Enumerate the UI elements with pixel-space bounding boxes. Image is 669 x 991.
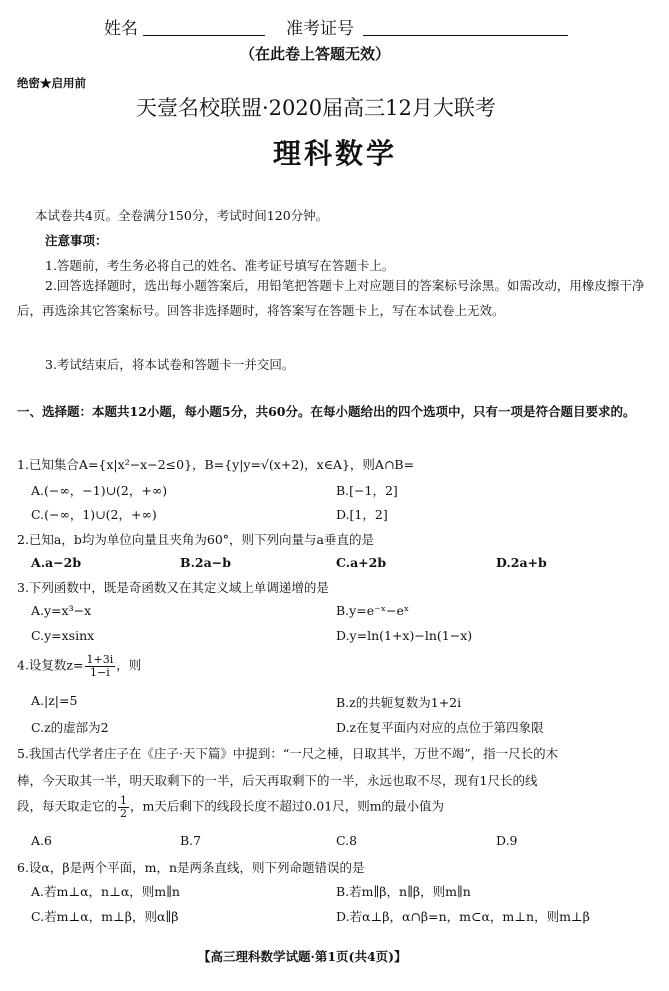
note-item: 2.回答选择题时，选出每小题答案后，用铅笔把答题卡上对应题目的答案标号涂黑。如需改动，用橡皮擦干净后，再选涂其它答案标号。回答非选择题时，将答案写在答题卡上，写在本试卷上无效。 [17, 278, 645, 318]
option-c: C.y=xsinx [31, 628, 95, 643]
note-item: 3.考试结束后，将本试卷和答题卡一并交回。 [45, 357, 295, 372]
option-a: A.y=x³−x [31, 603, 92, 618]
option-d: D.[1，2] [336, 507, 388, 522]
option-a: A.|z|=5 [31, 693, 78, 708]
option-c: C.a+2b [336, 555, 387, 570]
page-footer: 【高三理科数学试题·第1页(共4页)】 [198, 949, 407, 964]
option-b: B.z的共轭复数为1+2i [336, 695, 462, 710]
exam-number-field-line [363, 35, 568, 36]
question-stem: 1.已知集合A={x|x²−x−2≤0}，B={y|y=√(x+2)，x∈A}，则A∩B= [17, 457, 415, 472]
option-c: C.8 [336, 833, 358, 848]
option-d: D.y=ln(1+x)−ln(1−x) [336, 628, 473, 643]
option-d: D.2a+b [496, 555, 547, 570]
section-heading: 一、选择题：本题共12小题，每小题5分，共60分。在每小题给出的四个选项中，只有一项是符合题目要求的。 [17, 404, 636, 419]
exam-number-label: 准考证号 [286, 19, 354, 39]
notes-heading: 注意事项： [45, 233, 108, 248]
exam-title: 天壹名校联盟·2020届高三12月大联考 [136, 96, 496, 120]
question-stem-suffix: ，则 [116, 657, 142, 673]
option-a: A.若m⊥α，n⊥α，则m∥n [31, 884, 180, 899]
option-b: B.[−1，2] [336, 483, 398, 498]
option-c: C.若m⊥α，m⊥β，则α∥β [31, 909, 179, 924]
question-stem [17, 654, 141, 678]
invalid-notice: （在此卷上答题无效） [240, 45, 391, 63]
name-field-line [143, 35, 265, 36]
fraction-numerator: 1 [120, 794, 128, 807]
option-d: D.9 [496, 833, 518, 848]
option-d: D.若α⊥β，α∩β=n，m⊂α，m⊥n，则m⊥β [336, 909, 590, 924]
question-stem-line: 5.我国古代学者庄子在《庄子·天下篇》中提到：“一尺之棰，日取其半，万世不竭”，指一尺长的木 [17, 746, 559, 761]
question-stem: 6.设α，β是两个平面，m，n是两条直线，则下列命题错误的是 [17, 860, 365, 875]
option-b: B.若m∥β，n∥β，则m∥n [336, 884, 471, 899]
question-stem-line: 棒，今天取其一半，明天取剩下的一半，后天再取剩下的一半，永远也取不尽，现有1尺长的线 [17, 773, 538, 788]
option-b: B.2a−b [180, 555, 231, 570]
fraction-numerator: 1+3i [86, 653, 114, 666]
question-stem-prefix: 4.设复数z= [17, 657, 84, 673]
question-stem: 2.已知a，b均为单位向量且夹角为60°，则下列向量与a垂直的是 [17, 532, 374, 547]
question-stem: 3.下列函数中，既是奇函数又在其定义域上单调递增的是 [17, 580, 329, 595]
note-item: 1.答题前，考生务必将自己的姓名、准考证号填写在答题卡上。 [45, 258, 395, 273]
fraction-denominator: 2 [120, 806, 128, 820]
confidential-label: 绝密★启用前 [17, 76, 86, 90]
fraction-denominator: 1−i [90, 665, 110, 679]
question-stem-suffix: ，m天后剩下的线段长度不超过0.01尺，则m的最小值为 [130, 798, 445, 814]
fraction [85, 654, 116, 678]
name-label: 姓名 [104, 19, 138, 39]
option-c: C.(−∞，1)∪(2，+∞) [31, 507, 157, 522]
option-a: A.(−∞，−1)∪(2，+∞) [31, 483, 168, 498]
fraction [118, 795, 129, 819]
question-stem-prefix: 段，每天取走它的 [17, 798, 118, 814]
option-b: B.7 [180, 833, 202, 848]
question-stem-line [17, 795, 444, 819]
intro-text: 本试卷共4页。全卷满分150分，考试时间120分钟。 [35, 208, 329, 223]
subject-title: 理科数学 [273, 137, 398, 170]
option-b: B.y=e⁻ˣ−eˣ [336, 603, 410, 618]
option-a: A.a−2b [31, 555, 82, 570]
option-c: C.z的虚部为2 [31, 720, 109, 735]
option-a: A.6 [31, 833, 52, 848]
option-d: D.z在复平面内对应的点位于第四象限 [336, 720, 544, 735]
